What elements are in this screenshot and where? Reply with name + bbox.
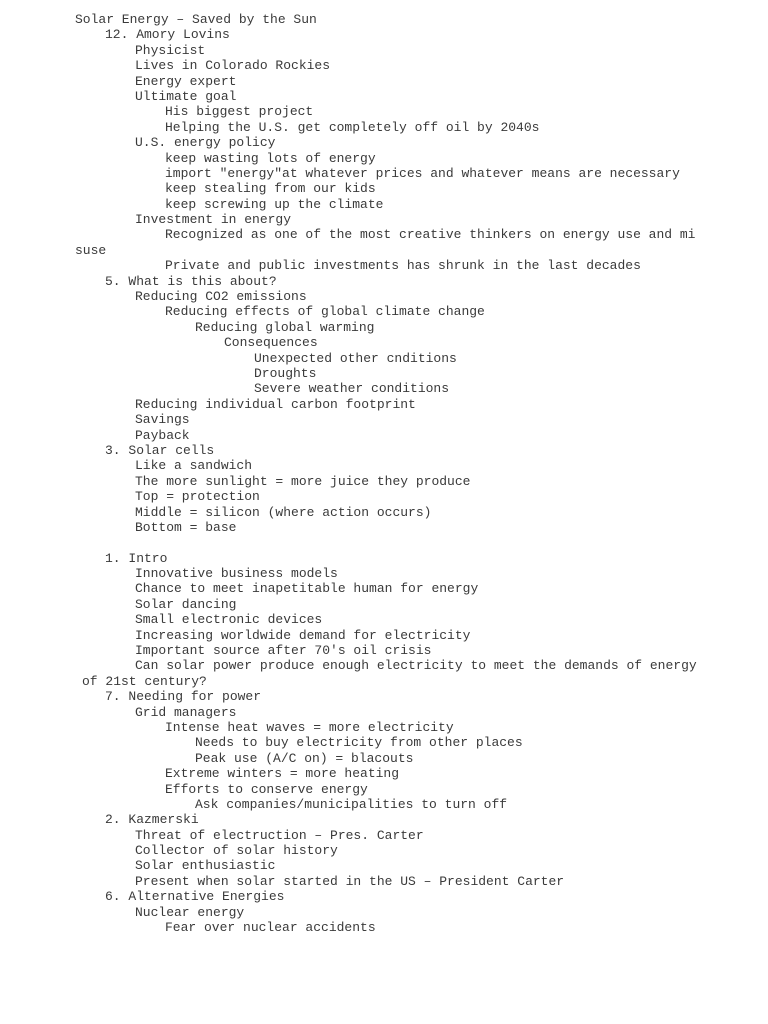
outline-item: The more sunlight = more juice they produce bbox=[135, 473, 471, 489]
blank-line bbox=[0, 535, 768, 550]
document-title: Solar Energy – Saved by the Sun bbox=[75, 12, 317, 27]
outline-item: Important source after 70's oil crisis bbox=[135, 643, 432, 659]
outline-section-heading: 5. What is this about? bbox=[105, 273, 277, 289]
outline-subitem: Consequences bbox=[224, 335, 318, 351]
outline-subitem: Extreme winters = more heating bbox=[165, 766, 400, 782]
outline-item: Grid managers bbox=[135, 704, 237, 720]
outline-item: Present when solar started in the US – President Carter bbox=[135, 873, 565, 889]
outline-item: Lives in Colorado Rockies bbox=[135, 58, 331, 74]
outline-item: Reducing individual carbon footprint bbox=[135, 396, 416, 412]
outline-item: Can solar power produce enough electricity to meet the demands of energy bbox=[135, 658, 697, 674]
outline-section-heading: 6. Alternative Energies bbox=[105, 889, 285, 905]
outline-subitem: keep screwing up the climate bbox=[165, 196, 384, 212]
outline-item: Small electronic devices bbox=[135, 612, 323, 628]
outline-subitem: Helping the U.S. get completely off oil by 2040s bbox=[165, 119, 540, 135]
outline-item: Investment in energy bbox=[135, 212, 292, 228]
outline-subitem: Recognized as one of the most creative thinkers on energy use and mi bbox=[165, 227, 696, 243]
outline-subitem: Reducing effects of global climate change bbox=[165, 304, 485, 320]
outline-subitem: Unexpected other cnditions bbox=[254, 350, 457, 366]
outline-wrapped-text: of 21st century? bbox=[82, 673, 207, 689]
outline-item: Savings bbox=[135, 412, 190, 428]
outline-subitem: Intense heat waves = more electricity bbox=[165, 719, 454, 735]
outline-item: Solar enthusiastic bbox=[135, 858, 276, 874]
outline-subitem: keep stealing from our kids bbox=[165, 181, 376, 197]
outline-item: Payback bbox=[135, 427, 190, 443]
outline-item: Middle = silicon (where action occurs) bbox=[135, 504, 432, 520]
outline-subitem: Peak use (A/C on) = blacouts bbox=[195, 750, 414, 766]
outline-item: Ultimate goal bbox=[135, 88, 237, 104]
outline-subitem: Severe weather conditions bbox=[254, 381, 450, 397]
outline-item: Top = protection bbox=[135, 489, 260, 505]
outline-subitem: Fear over nuclear accidents bbox=[165, 920, 376, 936]
outline-subitem: import "energy"at whatever prices and whatever means are necessary bbox=[165, 165, 680, 181]
outline-section-heading: 2. Kazmerski bbox=[105, 812, 199, 828]
outline-item: Bottom = base bbox=[135, 519, 237, 535]
outline-item: U.S. energy policy bbox=[135, 135, 276, 151]
outline-wrapped-text: suse bbox=[75, 242, 107, 258]
outline-section-heading: 3. Solar cells bbox=[105, 442, 215, 458]
outline-subitem: Needs to buy electricity from other places bbox=[195, 735, 523, 751]
outline-item: Solar dancing bbox=[135, 596, 237, 612]
outline-item: Chance to meet inapetitable human for energy bbox=[135, 581, 479, 597]
outline-item: Collector of solar history bbox=[135, 843, 338, 859]
outline-subitem: Droughts bbox=[254, 365, 317, 381]
outline-item: Like a sandwich bbox=[135, 458, 253, 474]
outline-item: Reducing CO2 emissions bbox=[135, 289, 307, 305]
outline-section-heading: 12. Amory Lovins bbox=[105, 27, 230, 43]
outline-item: Physicist bbox=[135, 42, 206, 58]
outline-subitem: Efforts to conserve energy bbox=[165, 781, 368, 797]
outline-item: Nuclear energy bbox=[135, 904, 245, 920]
outline-item: Energy expert bbox=[135, 73, 237, 89]
outline-item: Threat of electruction – Pres. Carter bbox=[135, 827, 424, 843]
outline-section-heading: 7. Needing for power bbox=[105, 689, 262, 705]
outline-section-heading: 1. Intro bbox=[105, 550, 168, 566]
outline-subitem: Private and public investments has shrunk in the last decades bbox=[165, 258, 641, 274]
document-body bbox=[0, 12, 768, 935]
outline-subitem: Reducing global warming bbox=[195, 319, 375, 335]
outline-item: Innovative business models bbox=[135, 566, 338, 582]
outline-subitem: keep wasting lots of energy bbox=[165, 150, 376, 166]
outline-item: Increasing worldwide demand for electricity bbox=[135, 627, 471, 643]
outline-subitem: His biggest project bbox=[165, 104, 314, 120]
outline-subitem: Ask companies/municipalities to turn off bbox=[195, 796, 508, 812]
